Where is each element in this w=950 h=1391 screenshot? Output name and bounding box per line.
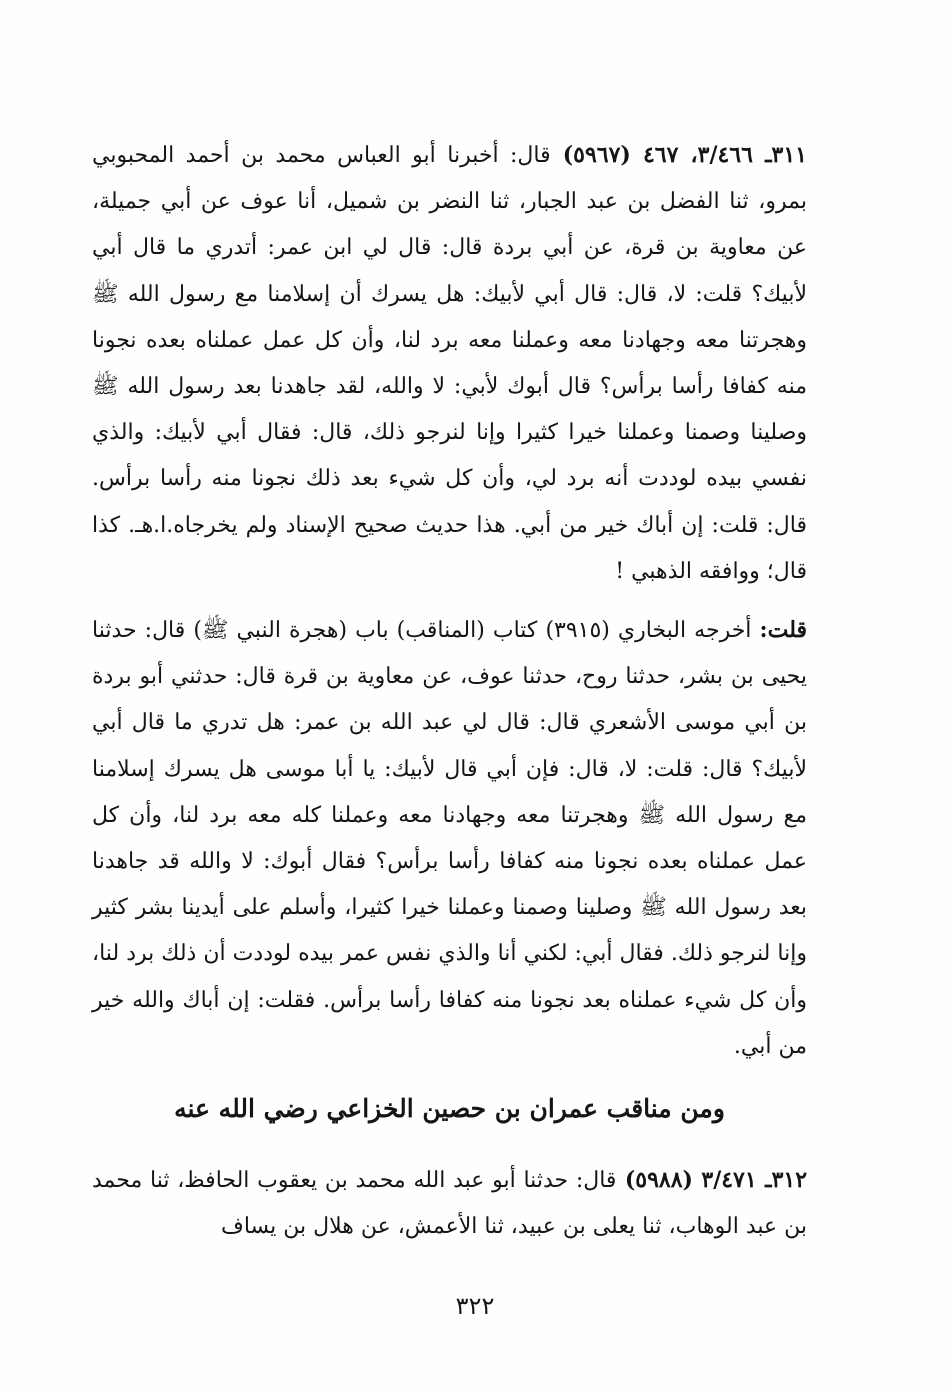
hadith-312 xyxy=(92,1157,807,1250)
hadith-311-number: ٣١١ـ xyxy=(765,142,807,168)
hadith-312-number: ٣١٢ـ xyxy=(765,1167,808,1194)
paragraph-gap xyxy=(92,595,807,607)
hadith-311 xyxy=(92,132,807,595)
hadith-311-reference: ٣/٤٦٦، ٤٦٧ (٥٩٦٧) xyxy=(550,142,766,168)
hadith-312-text: قال: حدثنا أبو عبد الله محمد بن يعقوب الحافظ، ثنا محمد بن عبد الوهاب، ثنا يعلى بن عبيد، ثنا الأعمش، عن هلال بن يساف xyxy=(92,1168,807,1240)
commentary-label: قلت: xyxy=(759,617,807,644)
commentary-paragraph xyxy=(92,607,807,1070)
page-content xyxy=(92,132,807,1250)
commentary-text: أخرجه البخاري (٣٩١٥) كتاب (المناقب) باب (هجرة النبي ﷺ) قال: حدثنا يحيى بن بشر، حدثنا روح، حدثنا عوف، عن معاوية بن قرة قال: حدثني أبو بردة بن أبي موسى الأشعري قال: قال لي عبد الله بن عمر: هل تدري ما قال أبي لأبيك؟ قال: قلت: لا، قال: فإن أبي قال لأبيك: يا أبا موسى هل يسرك إسلامنا مع رسول الله ﷺ وهجرتنا معه وجهادنا معه وعملنا كله معه برد لنا، وأن كل عمل عملناه بعده نجونا منه كفافا رأسا برأس؟ فقال أبوك: لا والله قد جاهدنا بعد رسول الله ﷺ وصلينا وصمنا وعملنا خيرا كثيرا، وأسلم على أيدينا بشر كثير وإنا لنرجو ذلك. فقال أبي: لكني أنا والذي نفس عمر بيده لوددت أن ذلك برد لنا، وأن كل شيء عملناه بعد نجونا منه كفافا رأسا برأس. فقلت: إن أباك والله خير من أبي. xyxy=(92,618,807,1059)
hadith-312-reference: ٣/٤٧١ (٥٩٨٨) xyxy=(616,1167,766,1194)
hadith-311-text: قال: أخبرنا أبو العباس محمد بن أحمد المحبوبي بمرو، ثنا الفضل بن عبد الجبار، ثنا النضر بن شميل، أنا عوف عن أبي جميلة، عن معاوية بن قرة، عن أبي بردة قال: قال لي ابن عمر: أتدري ما قال أبي لأبيك؟ قلت: لا، قال: قال أبي لأبيك: هل يسرك أن إسلامنا مع رسول الله ﷺ وهجرتنا معه وجهادنا معه وعملنا معه برد لنا، وأن كل عمل عملناه بعده نجونا منه كفافا رأسا برأس؟ قال أبوك لأبي: لا والله، لقد جاهدنا بعد رسول الله ﷺ وصلينا وصمنا وعملنا خيرا كثيرا وإنا لنرجو ذلك، قال: فقال أبي لأبيك: والذي نفسي بيده لوددت أنه برد لي، وأن كل شيء بعد ذلك نجونا منه رأسا برأس. قال: قلت: إن أباك خير من أبي. هذا حديث صحيح الإسناد ولم يخرجاه.ا.هـ. كذا قال؛ ووافقه الذهبي ! xyxy=(92,143,807,584)
section-heading: ومن مناقب عمران بن حصين الخزاعي رضي الله عنه xyxy=(174,1094,725,1124)
page-number: ٣٢٢ xyxy=(455,1292,495,1320)
